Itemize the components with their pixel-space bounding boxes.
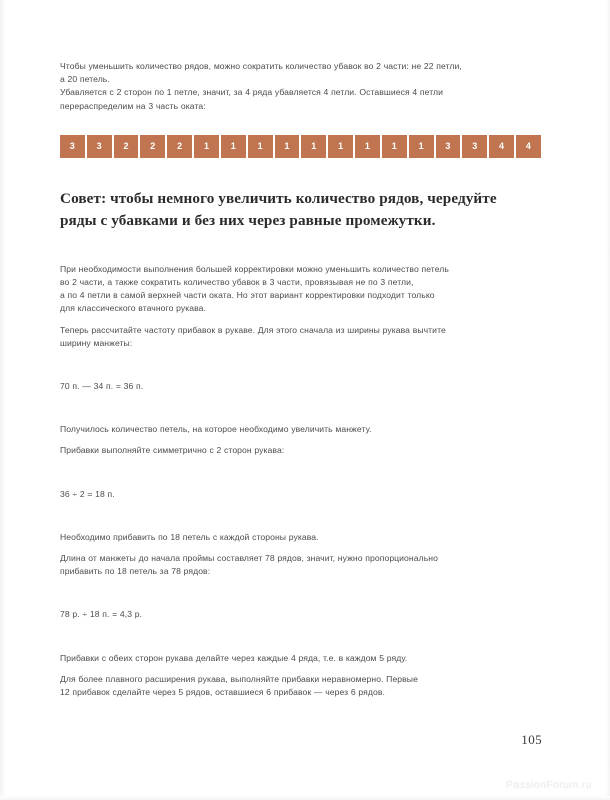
formula-3: 78 р. ÷ 18 п. = 4,3 р. [60, 609, 143, 620]
sleeve-intro-line-2: ширину манжеты: [60, 337, 133, 348]
intro-line-1: Чтобы уменьшить количество рядов, можно сократить количество убавок во 2 части: не 22 петли, [60, 61, 462, 71]
page-edge-bottom [0, 796, 610, 800]
spacer [60, 316, 542, 324]
after-formula-1-line-1: Получилось количество петель, на которое необходимо увеличить манжету. [60, 424, 372, 435]
spacer [60, 393, 542, 423]
stitch-cell: 1 [221, 135, 246, 158]
intro-line-4: перераспределим на 3 часть оката: [60, 100, 206, 111]
intro-line-3: Убавляется с 2 сторон по 1 петле, значит, за 4 ряда убавляется 4 петли. Оставшиеся 4 петли [60, 87, 444, 98]
stitch-cell: 3 [462, 135, 487, 158]
length-line-1: Длина от манжеты до начала проймы составляет 78 рядов, значит, нужно пропорционально [60, 553, 438, 564]
advice-heading [60, 188, 542, 233]
spacer [60, 578, 542, 608]
page-edge-left [0, 0, 6, 800]
length-paragraph [60, 552, 542, 578]
stitch-cell: 1 [301, 135, 326, 158]
uneven-line-2: 12 прибавок сделайте через 5 рядов, оставшиеся 6 прибавок — через 6 рядов. [60, 687, 385, 698]
stitch-cell: 1 [194, 135, 219, 158]
spacer [60, 501, 542, 531]
symmetric-line-1: Прибавки выполняйте симметрично с 2 сторон рукава: [60, 445, 285, 456]
advice-line-1: Совет: чтобы немного увеличить количество рядов, чередуйте [60, 189, 497, 207]
formula-1: 70 п. — 34 п. = 36 п. [60, 381, 144, 392]
watermark: PassionForum.ru [506, 779, 592, 791]
correction-line-2: во 2 части, а также сократить количество убавок в 3 части, провязывая не по 3 петли, [60, 277, 414, 288]
uneven-paragraph [60, 673, 542, 699]
spacer [60, 458, 542, 488]
sleeve-intro-line-1: Теперь рассчитайте частоту прибавок в рукаве. Для этого сначала из ширины рукава вычтите [60, 324, 446, 335]
length-line-2: прибавить по 18 петель за 78 рядов: [60, 566, 211, 577]
stitch-cell: 1 [355, 135, 380, 158]
correction-line-4: для классического втачного рукава. [60, 303, 207, 314]
spacer [60, 233, 542, 263]
stitch-cell: 2 [140, 135, 165, 158]
spacer [60, 436, 542, 444]
spacer [60, 544, 542, 552]
stitch-cell: 4 [489, 135, 514, 158]
correction-line-1: При необходимости выполнения большей корректировки можно уменьшить количество петель [60, 263, 449, 274]
stitch-cell: 1 [328, 135, 353, 158]
stitch-cell: 1 [382, 135, 407, 158]
page-content [60, 60, 542, 747]
frequency-line-1: Прибавки с обеих сторон рукава делайте через каждые 4 ряда, т.е. в каждом 5 ряду. [60, 652, 408, 663]
intro-line-2: а 20 петель. [60, 74, 110, 85]
stitch-cell: 3 [60, 135, 85, 158]
formula-2: 36 ÷ 2 = 18 п. [60, 488, 115, 499]
stitch-cell: 3 [87, 135, 112, 158]
sleeve-intro-paragraph [60, 324, 542, 350]
spacer [60, 158, 542, 188]
stitch-cell: 2 [167, 135, 192, 158]
stitch-cell: 2 [114, 135, 139, 158]
spacer [60, 350, 542, 380]
stitch-cell: 4 [516, 135, 541, 158]
intro-paragraph [60, 60, 542, 113]
stitch-cell: 1 [409, 135, 434, 158]
stitch-distribution-bar [60, 135, 541, 158]
stitch-cell: 1 [275, 135, 300, 158]
after-formula-2-line-1: Необходимо прибавить по 18 петель с каждой стороны рукава. [60, 531, 319, 542]
uneven-line-1: Для более плавного расширения рукава, выполняйте прибавки неравномерно. Первые [60, 673, 418, 684]
page-edge-right [605, 0, 610, 800]
correction-paragraph [60, 263, 542, 316]
spacer [60, 622, 542, 652]
advice-line-2: ряды с убавками и без них через равные промежутки. [60, 212, 436, 230]
spacer [60, 665, 542, 673]
correction-line-3: а по 4 петли в самой верхней части оката. Но этот вариант корректировки подходит только [60, 290, 435, 301]
page-number: 105 [521, 732, 542, 747]
stitch-cell: 1 [248, 135, 273, 158]
stitch-cell: 3 [436, 135, 461, 158]
